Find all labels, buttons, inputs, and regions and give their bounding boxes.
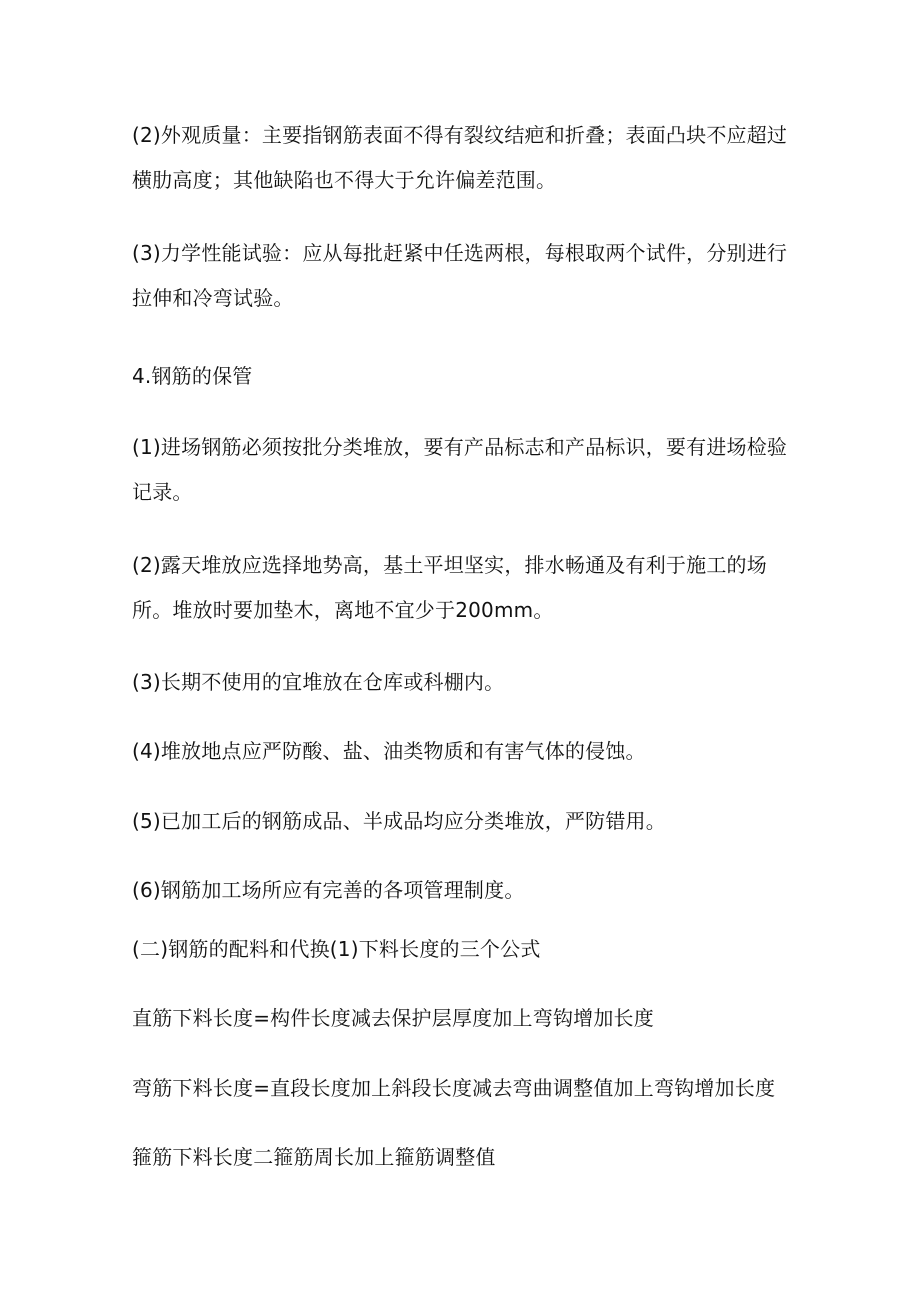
section-heading-cutting-length: (二)钢筋的配料和代换(1)下料长度的三个公式	[132, 937, 541, 961]
formula-bent-bar: 弯筋下料长度=直段长度加上斜段长度减去弯曲调整值加上弯钩增加长度	[132, 1076, 776, 1100]
formula-straight-bar: 直筋下料长度=构件长度减去保护层厚度加上弯钩增加长度	[132, 1006, 654, 1030]
paragraph-storage-4: (4)堆放地点应严防酸、盐、油类物质和有害气体的侵蚀。	[132, 739, 646, 763]
paragraph-storage-6: (6)钢筋加工场所应有完善的各项管理制度。	[132, 878, 525, 902]
paragraph-storage-3: (3)长期不使用的宜堆放在仓库或科棚内。	[132, 670, 505, 694]
paragraph-storage-1: (1)进场钢筋必须按批分类堆放，要有产品标志和产品标识，要有进场检验记录。	[132, 435, 788, 504]
paragraph-storage-2: (2)露天堆放应选择地势高，基土平坦坚实，排水畅通及有利于施工的场所。堆放时要加垫木，离地不宜少于200mm。	[132, 553, 767, 622]
paragraph-appearance-quality: (2)外观质量：主要指钢筋表面不得有裂纹结疤和折叠；表面凸块不应超过横肋高度；其他缺陷也不得大于允许偏差范围。	[132, 123, 788, 192]
formula-stirrup: 箍筋下料长度二箍筋周长加上箍筋调整值	[132, 1145, 496, 1169]
paragraph-mechanical-test: (3)力学性能试验：应从每批赶紧中任选两根，每根取两个试件，分别进行拉伸和冷弯试验。	[132, 241, 788, 310]
paragraph-storage-5: (5)已加工后的钢筋成品、半成品均应分类堆放，严防错用。	[132, 809, 666, 833]
section-heading-storage: 4.钢筋的保管	[132, 364, 253, 388]
